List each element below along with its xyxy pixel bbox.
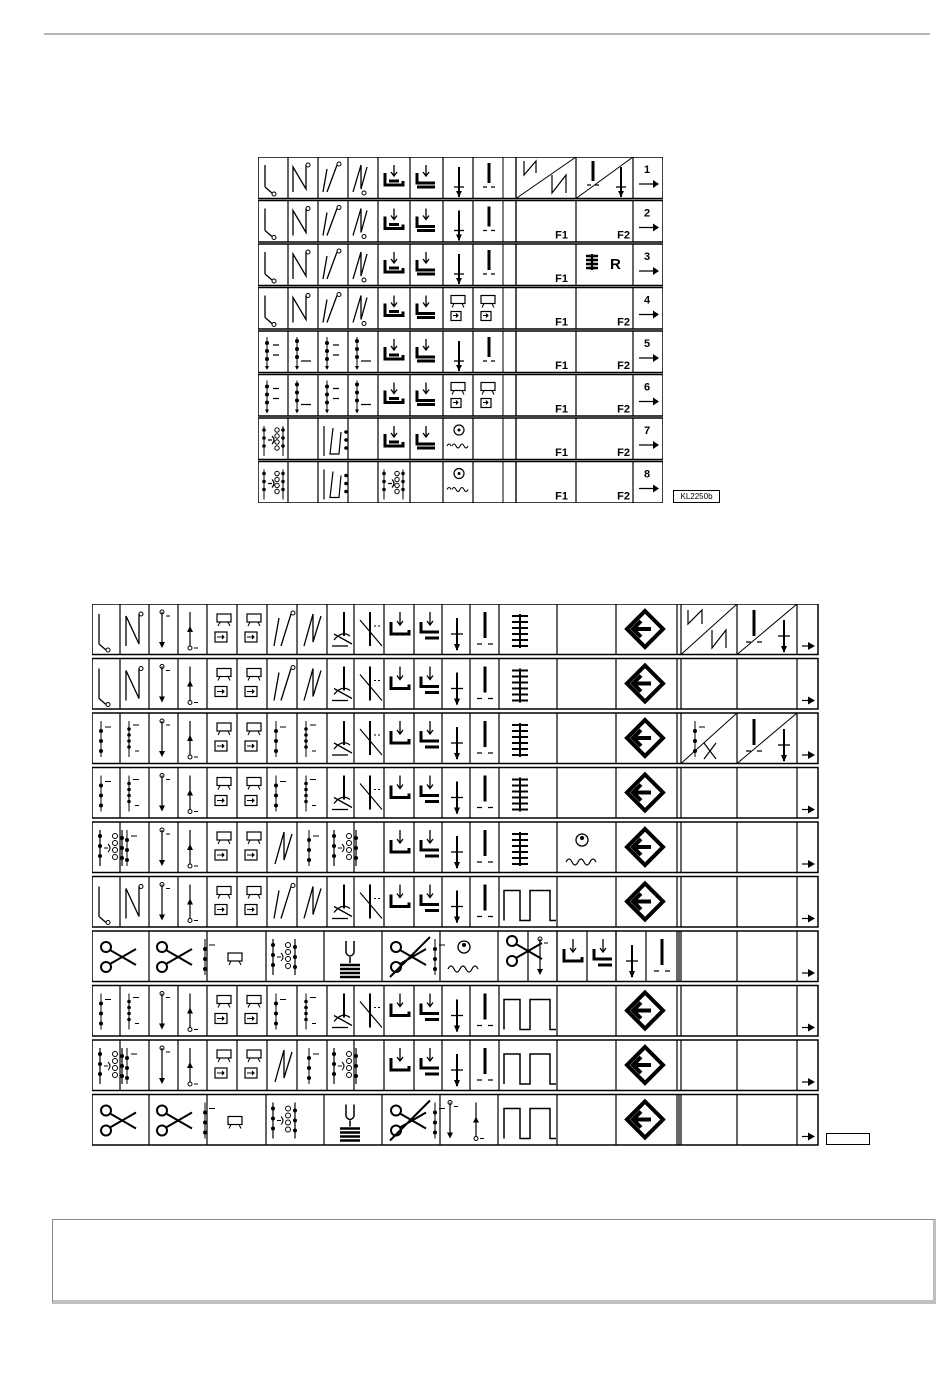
pulse-icon [504,1109,556,1139]
light-icon [245,669,261,697]
presser-foot-icon [385,252,403,272]
program-enter-icon [627,775,663,811]
light-icon [245,778,261,806]
needle-up-icon [483,250,495,274]
f1-label: F1 [555,403,568,416]
chain-stitch-icon [262,426,285,456]
f2-label: F2 [617,403,630,416]
stitch-n-icon [293,294,310,323]
presser-foot-lift-icon [421,830,439,856]
seam-up-icon [187,776,198,814]
stitch-start-icon [265,209,276,240]
presser-foot-icon [385,339,403,359]
thread-clamp-icon [340,941,360,977]
seam-up-icon [473,1103,484,1141]
presser-foot-icon [385,165,403,185]
presser-foot-lift-icon [421,667,439,693]
presser-foot-lift-icon [417,296,435,318]
chain-stitch-icon [262,470,285,500]
f2-label: F2 [617,490,630,503]
program-number: 3 [644,251,651,263]
arrow-right-icon [802,642,815,650]
needle-down-icon [451,673,463,706]
presser-foot-lift-icon [421,612,439,638]
needle-up-icon [483,163,495,187]
presser-foot-icon [391,830,409,852]
stitch-dots-icon [325,381,339,414]
light-icon [215,832,231,860]
arrow-right-icon [639,441,659,449]
stitch-dots-icon [325,337,339,370]
scissors-icon [157,1106,192,1136]
seam-down-icon [447,1101,458,1139]
presser-foot-lift-icon [421,885,439,911]
stitch-start-icon [99,887,110,925]
needle-up-icon [477,1048,493,1080]
needle-down-icon [454,254,464,284]
figure-reference-box [826,1133,870,1145]
needle-down-icon [451,891,463,924]
stitch-dots-icon [433,1103,445,1139]
presser-foot-lift-icon [417,426,435,448]
stitch-dots-icon [307,1048,319,1084]
stitch-end-icon [304,669,321,701]
stitch-dots-alt-icon [304,776,316,812]
program-number: 2 [644,207,651,220]
stitch-n-icon [293,163,310,192]
needle-up-icon [477,830,493,862]
seam-down-icon [159,774,170,812]
f2-label: F2 [617,360,630,372]
stitch-end-icon [353,252,367,282]
needle-up-icon [654,939,670,971]
arrow-right-icon [802,860,815,868]
stitch-dots-icon [125,830,137,866]
stitch-start-icon [265,252,276,283]
needle-down-icon [451,618,463,651]
stitch-end-icon [304,614,321,646]
function-row [92,713,818,764]
presser-foot-icon [385,296,403,316]
stitch-n-icon [126,885,143,919]
seam-down-icon [159,883,170,921]
light-icon [228,953,242,965]
needle-up-icon [746,610,762,642]
needle-up-icon [587,161,599,185]
stitch-dots-icon [274,721,286,757]
program-number: 5 [644,338,651,350]
stitch-v-icon [274,611,295,646]
needle-down-icon [616,167,626,197]
bar-tack-icon [275,832,292,864]
top-rule [44,33,930,35]
light-icon [228,1117,242,1129]
presser-foot-lift-icon [594,939,612,965]
light-icon [451,383,465,408]
presser-foot-lift-icon [421,1048,439,1074]
needle-up-icon [477,612,493,644]
arrow-right-icon [802,697,815,705]
presser-foot-icon [391,667,409,689]
arrow-right-icon [802,1133,815,1141]
stitch-v-icon [323,293,341,323]
seam-up-icon [187,885,198,923]
seam-down-icon [159,828,170,866]
scissors-icon [507,936,542,966]
light-icon [215,1050,231,1078]
light-icon [245,887,261,915]
program-number: 6 [644,381,651,394]
program-enter-icon [627,993,663,1029]
program-table [258,157,663,503]
needle-up-icon [477,667,493,699]
stitch-dots-alt-icon [304,994,316,1030]
presser-foot-lift-icon [421,994,439,1020]
sewing-alt-icon [360,994,382,1028]
f2-label: R [610,256,621,273]
note-box [52,1219,936,1304]
scissors-icon [157,942,192,972]
presser-foot-lift-icon [417,339,435,361]
f1-label: F1 [555,360,568,372]
stitch-dots-alt-icon [295,337,311,370]
light-icon [245,1050,261,1078]
stitch-dots-icon [433,939,445,975]
needle-down-icon [451,836,463,869]
function-row [92,1040,818,1091]
program-number: 4 [644,294,651,307]
function-row [92,931,818,982]
stitch-counter-icon [447,425,468,448]
needle-down-icon [778,729,790,762]
stitch-dots-icon [265,381,279,414]
seam-down-icon [159,992,170,1030]
scissors-off-icon [390,937,430,977]
function-row [92,986,818,1037]
light-icon [245,832,261,860]
pulse-icon [504,1000,556,1030]
light-icon [245,723,261,751]
chain-stitch-icon [382,470,405,500]
scissors-icon [101,1106,136,1136]
figure-reference: KL2250b [673,490,720,503]
arrow-right-icon [639,224,659,232]
program-row [258,157,663,199]
needle-down-icon [454,211,464,241]
stitch-start-icon [99,669,110,707]
function-row [92,877,818,928]
program-number: 8 [644,468,651,481]
bar-tack-icon [324,426,348,456]
seam-down-icon [159,719,170,757]
presser-foot-icon [391,1048,409,1070]
presser-foot-icon [385,383,403,403]
needle-down-icon [451,727,463,760]
presser-foot-icon [391,612,409,634]
program-row [258,201,663,243]
seam-down-icon [159,1046,170,1084]
arrow-right-icon [639,485,659,493]
stitch-dots-icon [203,939,215,975]
presser-foot-lift-icon [417,209,435,231]
stitch-counter-icon [448,941,478,972]
arrow-right-icon [639,398,659,406]
f1-label: F1 [555,229,568,242]
function-row [92,604,818,655]
sewing-icon [332,721,352,755]
f1-label: F1 [555,447,568,459]
stitch-dots-alt-icon [304,721,316,757]
presser-foot-icon [385,209,403,229]
light-icon [215,723,231,751]
needle-down-icon [451,1054,463,1087]
scissors-icon [101,942,136,972]
light-icon [451,296,465,321]
stitch-start-icon [99,614,110,652]
presser-foot-icon [564,939,582,961]
program-row [258,462,663,504]
sewing-alt-icon [360,667,382,701]
light-icon [245,614,261,642]
sewing-icon [332,994,352,1028]
stitch-dots-icon [274,776,286,812]
f1-label: F1 [555,273,568,285]
stitch-v-icon [274,666,295,701]
presser-foot-icon [391,994,409,1016]
arrow-right-icon [802,751,815,759]
presser-foot-lift-icon [421,721,439,747]
stitch-dots-icon [307,830,319,866]
stitch-density-icon [512,832,528,866]
stitch-dots-icon [99,776,111,812]
needle-up-icon [483,207,495,231]
presser-foot-icon [391,721,409,743]
arrow-right-icon [639,180,659,188]
program-number: 1 [644,164,651,176]
program-enter-icon [627,666,663,702]
stitch-dots-alt-icon [295,381,311,414]
stitch-n-icon [126,612,143,646]
stitch-v-icon [323,249,341,279]
f2-label: F2 [617,229,630,242]
arrow-right-icon [639,354,659,362]
program-row [258,244,663,286]
needle-down-icon [451,1000,463,1033]
light-icon [481,296,495,321]
presser-foot-lift-icon [417,252,435,274]
presser-foot-icon [385,426,403,446]
stitch-density-icon [512,614,528,648]
arrow-right-icon [802,1024,815,1032]
stitch-dots-alt-icon [127,721,139,757]
seam-up-icon [187,1048,198,1086]
stitch-counter-icon [447,469,468,492]
stitch-n-icon [293,207,310,236]
stitch-counter-icon [566,834,596,865]
seam-up-icon [187,667,198,705]
program-enter-icon [627,720,663,756]
arrow-right-icon [639,311,659,319]
needle-up-icon [746,719,762,751]
stitch-dots-icon [99,994,111,1030]
stitch-density-icon [512,723,528,757]
arrow-right-icon [802,1078,815,1086]
presser-foot-lift-icon [417,383,435,405]
seam-down-icon [159,610,170,648]
function-row [92,768,818,819]
needle-up-icon [477,994,493,1026]
needle-up-icon [477,885,493,917]
function-row [92,659,818,710]
light-icon [215,669,231,697]
sewing-alt-icon [360,721,382,755]
needle-up-icon [477,721,493,753]
arrow-right-icon [802,806,815,814]
seam-up-icon [187,994,198,1032]
arrow-right-icon [639,267,659,275]
scissors-off-icon [390,1101,430,1141]
light-icon [215,996,231,1024]
stitch-n-icon [293,250,310,279]
sewing-alt-icon [360,885,382,919]
seam-up-icon [187,612,198,650]
program-row [258,375,663,417]
sewing-icon [332,612,352,646]
sewing-alt-icon [360,612,382,646]
sewing-icon [332,667,352,701]
needle-up-icon [477,776,493,808]
stitch-dots-icon [99,721,111,757]
program-row [258,331,663,373]
bar-tack-icon [324,470,348,500]
thread-clamp-icon [340,1105,360,1141]
program-row [258,288,663,330]
pulse-icon [504,891,556,921]
seam-up-icon [187,830,198,868]
light-icon [245,996,261,1024]
stitch-dots-alt-icon [127,994,139,1030]
program-enter-icon [627,1047,663,1083]
stitch-end-icon [304,887,321,919]
needle-down-icon [778,620,790,653]
presser-foot-icon [391,885,409,907]
light-icon [215,614,231,642]
function-row [92,1095,818,1146]
stitch-dots-icon [274,994,286,1030]
stitch-dots-icon [265,337,279,370]
stitch-end-icon [353,209,367,239]
needle-down-icon [451,782,463,815]
seam-up-icon [187,721,198,759]
stitch-dots-alt-icon [127,776,139,812]
presser-foot-lift-icon [417,165,435,187]
stitch-start-icon [265,165,276,196]
pulse-icon [504,1054,556,1084]
stitch-n-icon [126,667,143,701]
function-row [92,822,818,873]
stitch-end-icon [353,165,367,195]
stitch-dots-alt-icon [355,337,371,370]
chain-stitch-icon [271,1103,297,1139]
program-enter-icon [627,1102,663,1138]
presser-foot-lift-icon [421,776,439,802]
stitch-end-icon [353,296,367,326]
light-icon [215,887,231,915]
needle-down-icon [454,167,464,197]
needle-down-icon [454,341,464,371]
program-number: 7 [644,425,651,437]
arrow-right-icon [802,915,815,923]
stitch-density-icon [512,778,528,812]
sewing-alt-icon [360,776,382,810]
stitch-v-icon [323,206,341,236]
chain-stitch-icon [271,939,297,975]
stitch-dots-icon [125,1048,137,1084]
stitch-dots-icon [693,721,705,757]
f2-label: F2 [617,447,630,459]
arrow-right-icon [802,969,815,977]
f1-label: F1 [555,490,568,503]
seam-down-icon [159,665,170,703]
program-enter-icon [627,611,663,647]
program-row [258,418,663,460]
needle-down-icon [626,945,638,978]
light-icon [481,383,495,408]
light-icon [215,778,231,806]
sewing-icon [332,776,352,810]
sewing-icon [332,885,352,919]
stitch-density-icon [512,669,528,703]
presser-foot-icon [391,776,409,798]
f2-label: F2 [617,316,630,329]
stitch-v-icon [274,884,295,919]
program-enter-icon [627,884,663,920]
function-table [92,604,820,1149]
program-enter-icon [627,829,663,865]
stitch-v-icon [323,162,341,192]
stitch-start-icon [265,296,276,327]
stitch-dots-alt-icon [355,381,371,414]
bar-tack-icon [275,1050,292,1082]
stitch-dots-icon [203,1103,215,1139]
needle-up-icon [483,337,495,361]
f1-label: F1 [555,316,568,329]
